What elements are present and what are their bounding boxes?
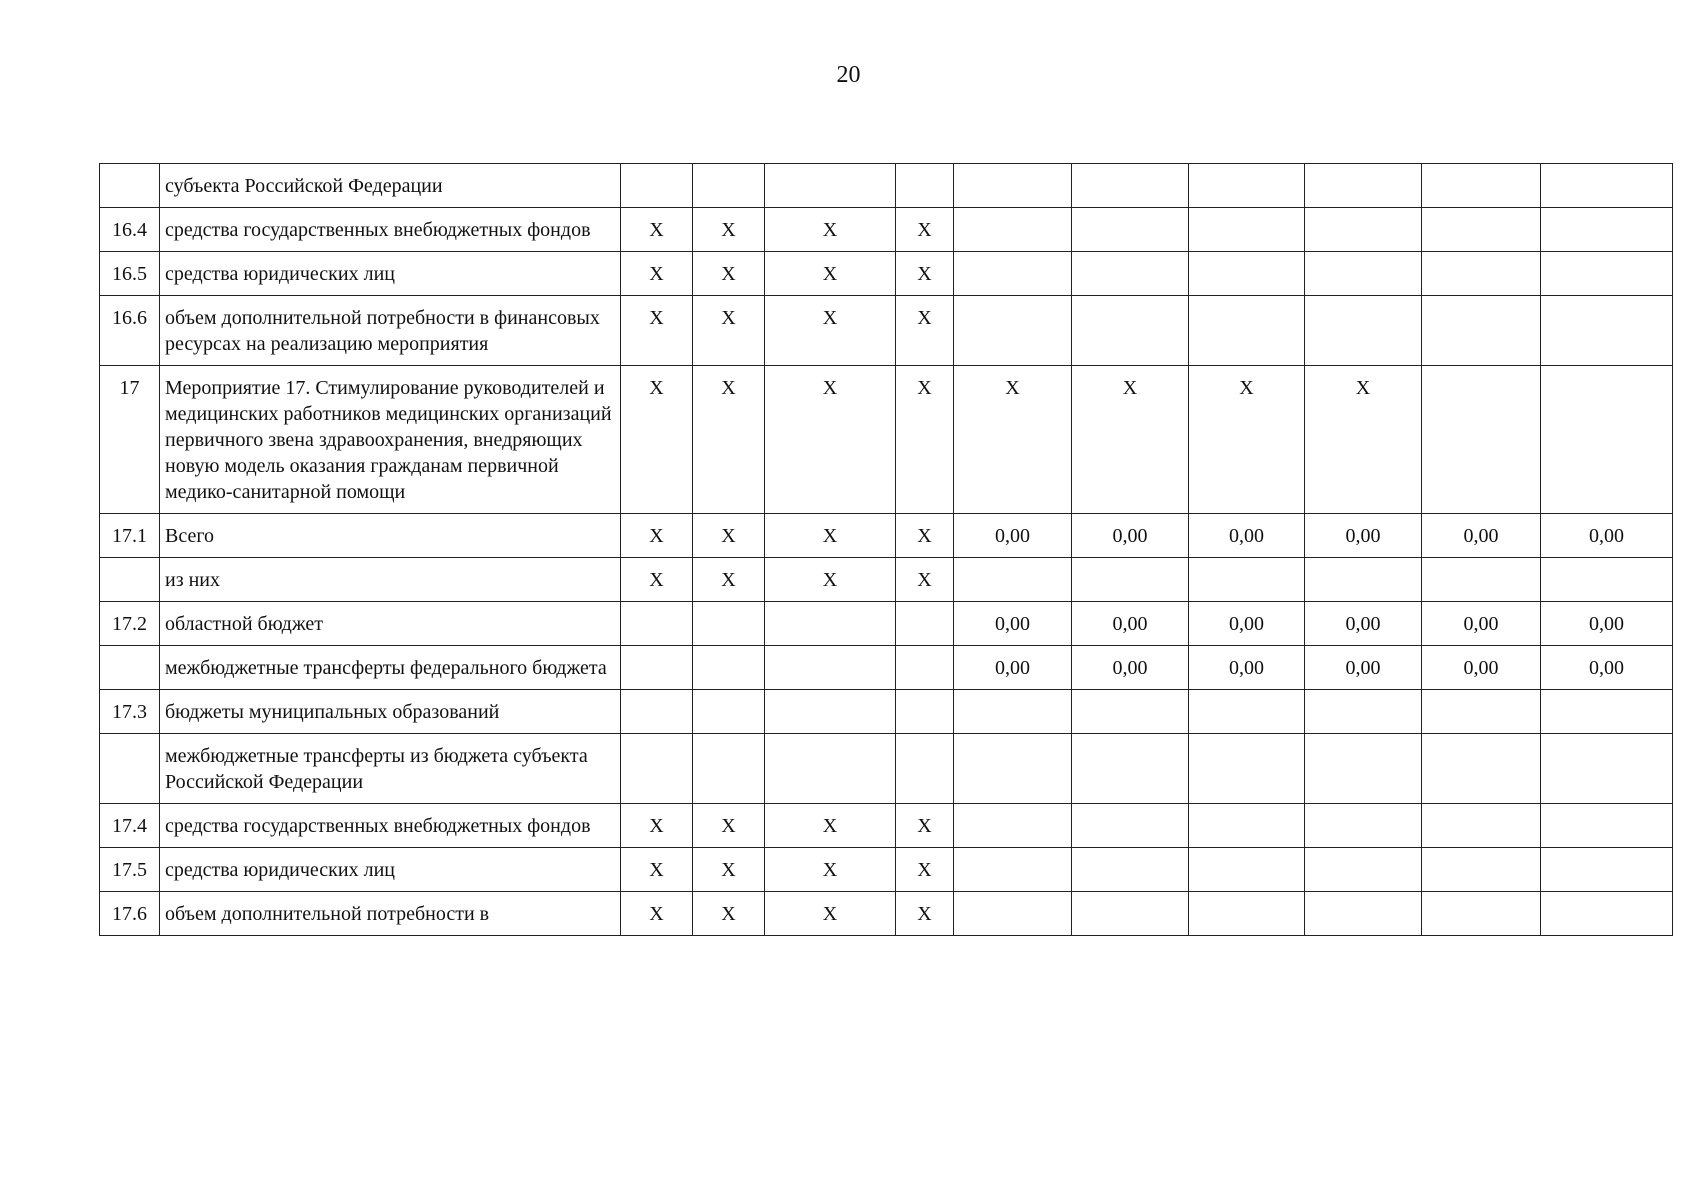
value-cell bbox=[896, 646, 954, 690]
value-cell bbox=[1541, 804, 1673, 848]
value-cell: Х bbox=[621, 804, 693, 848]
value-cell bbox=[693, 734, 765, 804]
value-cell bbox=[765, 646, 896, 690]
row-number-cell: 16.4 bbox=[100, 208, 160, 252]
value-cell: 0,00 bbox=[1189, 514, 1305, 558]
value-cell bbox=[1189, 804, 1305, 848]
value-cell bbox=[1422, 366, 1541, 514]
table-row bbox=[100, 164, 1673, 208]
row-number-cell: 17.4 bbox=[100, 804, 160, 848]
value-cell: Х bbox=[765, 804, 896, 848]
page-number: 20 bbox=[836, 62, 861, 88]
table-row bbox=[100, 892, 1673, 936]
value-cell: 0,00 bbox=[1541, 646, 1673, 690]
value-cell bbox=[954, 690, 1072, 734]
value-cell: 0,00 bbox=[1305, 514, 1422, 558]
value-cell: 0,00 bbox=[954, 646, 1072, 690]
row-name-cell: из них bbox=[160, 558, 621, 602]
value-cell: Х bbox=[621, 892, 693, 936]
value-cell bbox=[1422, 690, 1541, 734]
value-cell: Х bbox=[765, 892, 896, 936]
value-cell bbox=[621, 690, 693, 734]
value-cell: Х bbox=[896, 514, 954, 558]
value-cell: Х bbox=[896, 848, 954, 892]
value-cell bbox=[1422, 208, 1541, 252]
row-name-cell: Мероприятие 17. Стимулирование руководителей и медицинских работников медицинских организаций первичного звена здравоохранения, внедряющих новую модель оказания гражданам первичной медико-санитарной помощи bbox=[160, 366, 621, 514]
value-cell bbox=[621, 646, 693, 690]
table-row bbox=[100, 514, 1673, 558]
row-name-cell: средства государственных внебюджетных фондов bbox=[160, 208, 621, 252]
value-cell: 0,00 bbox=[1541, 602, 1673, 646]
table-row bbox=[100, 208, 1673, 252]
row-name-cell: средства юридических лиц bbox=[160, 252, 621, 296]
value-cell: Х bbox=[896, 558, 954, 602]
value-cell bbox=[954, 252, 1072, 296]
value-cell: Х bbox=[693, 558, 765, 602]
value-cell bbox=[765, 602, 896, 646]
value-cell bbox=[896, 734, 954, 804]
row-name-cell: межбюджетные трансферты федерального бюджета bbox=[160, 646, 621, 690]
value-cell: Х bbox=[896, 804, 954, 848]
value-cell: Х bbox=[765, 558, 896, 602]
value-cell: Х bbox=[1305, 366, 1422, 514]
row-name-cell: межбюджетные трансферты из бюджета субъекта Российской Федерации bbox=[160, 734, 621, 804]
value-cell bbox=[954, 208, 1072, 252]
value-cell bbox=[954, 164, 1072, 208]
value-cell bbox=[1422, 252, 1541, 296]
value-cell bbox=[1541, 208, 1673, 252]
value-cell: Х bbox=[693, 366, 765, 514]
table-row bbox=[100, 804, 1673, 848]
value-cell: Х bbox=[693, 848, 765, 892]
row-number-cell: 17.6 bbox=[100, 892, 160, 936]
value-cell bbox=[1072, 558, 1189, 602]
value-cell bbox=[896, 602, 954, 646]
value-cell: 0,00 bbox=[1422, 514, 1541, 558]
value-cell bbox=[1422, 296, 1541, 366]
value-cell: Х bbox=[621, 514, 693, 558]
value-cell bbox=[765, 734, 896, 804]
value-cell bbox=[896, 164, 954, 208]
value-cell bbox=[954, 848, 1072, 892]
value-cell: Х bbox=[693, 208, 765, 252]
value-cell: Х bbox=[765, 296, 896, 366]
value-cell bbox=[1541, 252, 1673, 296]
row-name-cell: средства государственных внебюджетных фондов bbox=[160, 804, 621, 848]
value-cell: 0,00 bbox=[1189, 646, 1305, 690]
table-row bbox=[100, 734, 1673, 804]
value-cell: Х bbox=[954, 366, 1072, 514]
value-cell bbox=[1189, 164, 1305, 208]
value-cell: Х bbox=[621, 296, 693, 366]
value-cell bbox=[1189, 848, 1305, 892]
value-cell bbox=[1305, 848, 1422, 892]
value-cell: Х bbox=[621, 366, 693, 514]
row-number-cell: 17.3 bbox=[100, 690, 160, 734]
value-cell bbox=[1541, 296, 1673, 366]
value-cell: Х bbox=[896, 252, 954, 296]
value-cell: Х bbox=[621, 252, 693, 296]
value-cell: 0,00 bbox=[1189, 602, 1305, 646]
row-number-cell: 17.5 bbox=[100, 848, 160, 892]
row-number-cell bbox=[100, 558, 160, 602]
value-cell bbox=[1072, 734, 1189, 804]
value-cell: 0,00 bbox=[954, 602, 1072, 646]
value-cell bbox=[1072, 848, 1189, 892]
value-cell bbox=[1189, 892, 1305, 936]
value-cell bbox=[1189, 558, 1305, 602]
value-cell bbox=[1305, 558, 1422, 602]
value-cell: 0,00 bbox=[1072, 602, 1189, 646]
value-cell: Х bbox=[621, 848, 693, 892]
value-cell bbox=[1422, 164, 1541, 208]
value-cell: 0,00 bbox=[1422, 646, 1541, 690]
table-row bbox=[100, 558, 1673, 602]
value-cell bbox=[1072, 252, 1189, 296]
value-cell bbox=[1422, 804, 1541, 848]
value-cell bbox=[1541, 164, 1673, 208]
value-cell: 0,00 bbox=[954, 514, 1072, 558]
value-cell: Х bbox=[693, 892, 765, 936]
value-cell bbox=[1072, 296, 1189, 366]
value-cell: Х bbox=[621, 208, 693, 252]
value-cell bbox=[1072, 892, 1189, 936]
value-cell bbox=[693, 164, 765, 208]
value-cell bbox=[954, 558, 1072, 602]
value-cell bbox=[693, 646, 765, 690]
value-cell bbox=[1189, 296, 1305, 366]
value-cell bbox=[1305, 252, 1422, 296]
row-number-cell bbox=[100, 734, 160, 804]
value-cell: Х bbox=[1189, 366, 1305, 514]
value-cell: Х bbox=[765, 848, 896, 892]
row-name-cell: бюджеты муниципальных образований bbox=[160, 690, 621, 734]
value-cell bbox=[765, 164, 896, 208]
value-cell bbox=[1422, 558, 1541, 602]
row-number-cell: 17.2 bbox=[100, 602, 160, 646]
value-cell bbox=[954, 734, 1072, 804]
row-name-cell: средства юридических лиц bbox=[160, 848, 621, 892]
value-cell: 0,00 bbox=[1541, 514, 1673, 558]
value-cell: Х bbox=[765, 208, 896, 252]
value-cell bbox=[1072, 164, 1189, 208]
value-cell bbox=[1422, 734, 1541, 804]
value-cell bbox=[693, 690, 765, 734]
value-cell: 0,00 bbox=[1072, 514, 1189, 558]
value-cell bbox=[1305, 296, 1422, 366]
value-cell bbox=[954, 296, 1072, 366]
value-cell: Х bbox=[896, 296, 954, 366]
value-cell bbox=[954, 804, 1072, 848]
value-cell bbox=[621, 734, 693, 804]
row-number-cell: 17.1 bbox=[100, 514, 160, 558]
value-cell bbox=[1305, 892, 1422, 936]
value-cell bbox=[896, 690, 954, 734]
value-cell: 0,00 bbox=[1422, 602, 1541, 646]
row-name-cell: объем дополнительной потребности в bbox=[160, 892, 621, 936]
table-row bbox=[100, 366, 1673, 514]
value-cell bbox=[1072, 690, 1189, 734]
value-cell bbox=[1305, 208, 1422, 252]
value-cell: Х bbox=[765, 514, 896, 558]
value-cell bbox=[621, 602, 693, 646]
value-cell bbox=[1541, 558, 1673, 602]
table-row bbox=[100, 602, 1673, 646]
value-cell: 0,00 bbox=[1305, 646, 1422, 690]
row-name-cell: Всего bbox=[160, 514, 621, 558]
value-cell bbox=[1541, 734, 1673, 804]
value-cell: Х bbox=[896, 208, 954, 252]
value-cell: Х bbox=[693, 252, 765, 296]
value-cell bbox=[1305, 164, 1422, 208]
value-cell bbox=[1541, 848, 1673, 892]
value-cell: Х bbox=[693, 514, 765, 558]
value-cell bbox=[1189, 208, 1305, 252]
table-row bbox=[100, 690, 1673, 734]
row-number-cell: 16.6 bbox=[100, 296, 160, 366]
value-cell bbox=[1422, 848, 1541, 892]
value-cell bbox=[693, 602, 765, 646]
value-cell: Х bbox=[1072, 366, 1189, 514]
row-name-cell: субъекта Российской Федерации bbox=[160, 164, 621, 208]
row-number-cell: 17 bbox=[100, 366, 160, 514]
row-number-cell: 16.5 bbox=[100, 252, 160, 296]
value-cell: Х bbox=[765, 366, 896, 514]
value-cell bbox=[1305, 690, 1422, 734]
value-cell bbox=[1189, 734, 1305, 804]
value-cell: Х bbox=[621, 558, 693, 602]
row-name-cell: объем дополнительной потребности в финансовых ресурсах на реализацию мероприятия bbox=[160, 296, 621, 366]
table-row bbox=[100, 646, 1673, 690]
value-cell bbox=[1072, 804, 1189, 848]
value-cell bbox=[954, 892, 1072, 936]
value-cell bbox=[1189, 252, 1305, 296]
value-cell: Х bbox=[693, 296, 765, 366]
value-cell bbox=[1541, 892, 1673, 936]
value-cell: Х bbox=[693, 804, 765, 848]
table-row bbox=[100, 296, 1673, 366]
table-row bbox=[100, 848, 1673, 892]
value-cell bbox=[765, 690, 896, 734]
value-cell: 0,00 bbox=[1305, 602, 1422, 646]
value-cell bbox=[1072, 208, 1189, 252]
value-cell bbox=[1305, 734, 1422, 804]
value-cell bbox=[1305, 804, 1422, 848]
value-cell: 0,00 bbox=[1072, 646, 1189, 690]
value-cell bbox=[1422, 892, 1541, 936]
row-name-cell: областной бюджет bbox=[160, 602, 621, 646]
value-cell: Х bbox=[765, 252, 896, 296]
table-row bbox=[100, 252, 1673, 296]
row-number-cell bbox=[100, 646, 160, 690]
value-cell bbox=[1541, 690, 1673, 734]
value-cell bbox=[1189, 690, 1305, 734]
value-cell bbox=[621, 164, 693, 208]
row-number-cell bbox=[100, 164, 160, 208]
financing-table bbox=[99, 163, 1673, 936]
value-cell bbox=[1541, 366, 1673, 514]
value-cell: Х bbox=[896, 366, 954, 514]
value-cell: Х bbox=[896, 892, 954, 936]
